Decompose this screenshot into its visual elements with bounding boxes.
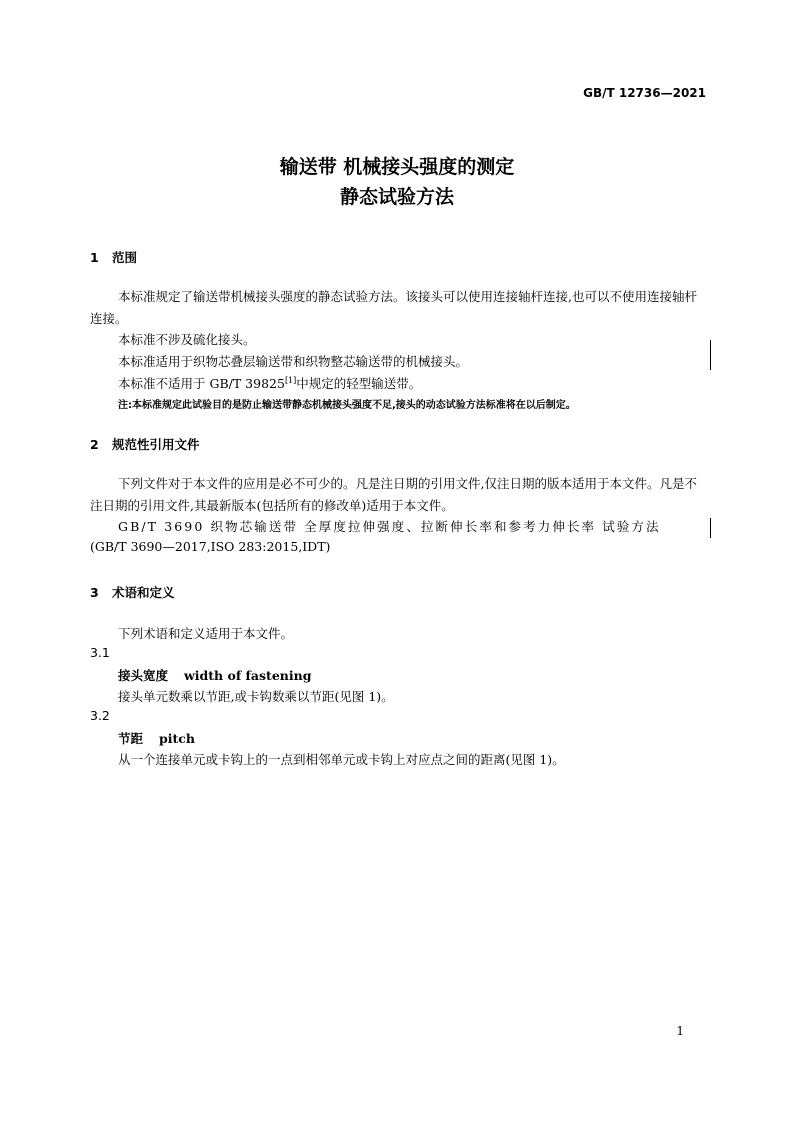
section-3-heading — [90, 583, 175, 601]
section-number: 1 — [90, 250, 99, 265]
section-1-heading — [90, 248, 137, 266]
section-1-paragraph-3: 本标准适用于织物芯叠层输送带和织物整芯输送带的机械接头。 — [118, 354, 469, 369]
standard-code: GB/T 12736—2021 — [583, 86, 706, 100]
term-entry — [118, 729, 195, 747]
paragraph-text: 中规定的轻型输送带。 — [296, 376, 422, 391]
term-number: 3.1 — [90, 645, 110, 660]
section-1-paragraph-2: 本标准不涉及硫化接头。 — [118, 332, 256, 347]
section-number: 3 — [90, 585, 99, 600]
section-number: 2 — [90, 437, 99, 452]
section-2-paragraph-1: 下列文件对于本文件的应用是必不可少的。凡是注日期的引用文件,仅注日期的版本适用于本文件。凡是不注日期的引用文件,其最新版本(包括所有的修改单)适用于本文件。 — [90, 476, 697, 513]
document-title-line2: 静态试验方法 — [339, 186, 454, 208]
section-title: 规范性引用文件 — [112, 437, 200, 452]
section-1-paragraph-1: 本标准规定了输送带机械接头强度的静态试验方法。该接头可以使用连接轴杆连接,也可以不使用连接轴杆连接。 — [90, 289, 697, 326]
section-title: 范围 — [112, 250, 138, 265]
page-number: 1 — [676, 1024, 684, 1038]
normative-reference-line-1: GB/T 3690 织物芯输送带 全厚度拉伸强度、拉断伸长率和参考力伸长率 试验方法 — [118, 519, 661, 534]
term-english: width of fastening — [184, 668, 312, 683]
section-2-heading — [90, 435, 200, 453]
term-number: 3.2 — [90, 708, 110, 723]
section-1-paragraph-4 — [118, 374, 421, 392]
term-english: pitch — [159, 731, 195, 746]
term-chinese: 节距 — [118, 731, 144, 746]
section-title: 术语和定义 — [112, 585, 175, 600]
term-definition: 从一个连接单元或卡钩上的一点到相邻单元或卡钩上对应点之间的距离(见图 1)。 — [118, 752, 565, 767]
revision-bar — [710, 518, 711, 538]
paragraph-text: 本标准不适用于 GB/T 39825 — [118, 376, 285, 391]
term-chinese: 接头宽度 — [118, 668, 169, 683]
term-definition: 接头单元数乘以节距,或卡钩数乘以节距(见图 1)。 — [118, 689, 394, 704]
section-3-intro: 下列术语和定义适用于本文件。 — [118, 626, 294, 641]
document-title-line1: 输送带 机械接头强度的测定 — [279, 156, 515, 178]
revision-bar — [710, 340, 711, 370]
normative-reference-line-2: (GB/T 3690—2017,ISO 283:2015,IDT) — [90, 539, 331, 554]
reference-marker: [1] — [284, 375, 297, 385]
section-1-note: 注:本标准规定此试验目的是防止输送带静态机械接头强度不足,接头的动态试验方法标准将在以后制定。 — [118, 400, 576, 411]
term-entry — [118, 666, 311, 684]
